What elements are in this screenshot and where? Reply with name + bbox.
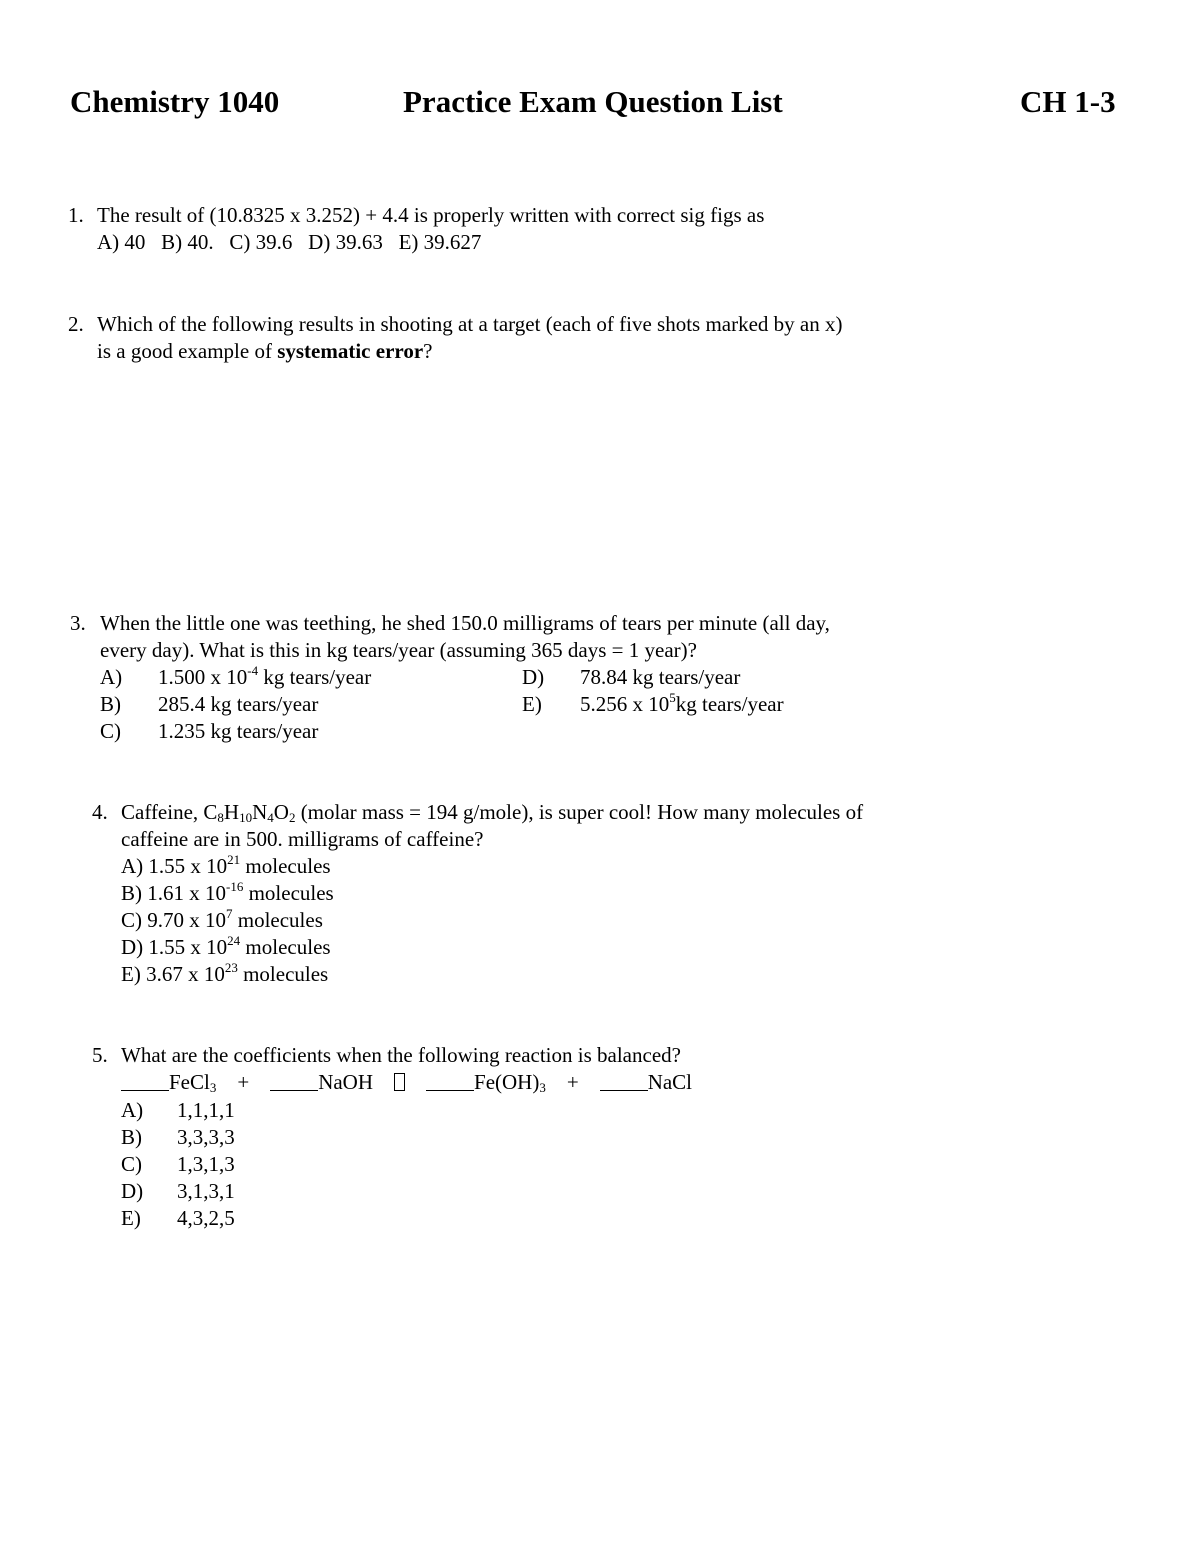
- choice-label: B): [121, 1125, 142, 1149]
- text-segment: (molar mass = 194 g/mole), is super cool! How many molecules of: [295, 800, 864, 824]
- choice-label: C): [100, 719, 121, 743]
- plus-sign: +: [237, 1070, 250, 1094]
- exponent: -4: [247, 663, 259, 678]
- choice-c: 1,3,1,3: [177, 1152, 235, 1176]
- chapter-range: CH 1-3: [1020, 84, 1116, 119]
- choice-b: 3,3,3,3: [177, 1125, 235, 1149]
- exponent: 23: [224, 960, 238, 975]
- product-formula: Fe(OH): [474, 1070, 540, 1094]
- choice-text: kg tears/year: [675, 692, 784, 716]
- choice-d: 3,1,3,1: [177, 1179, 235, 1203]
- page-title: Practice Exam Question List: [403, 84, 783, 119]
- exponent: 24: [227, 933, 241, 948]
- question-number: 1.: [68, 203, 84, 227]
- choice-b: 285.4 kg tears/year: [158, 692, 319, 716]
- answer-choices: A) 40 B) 40. C) 39.6 D) 39.63 E) 39.627: [97, 230, 482, 254]
- choice-text: molecules: [232, 908, 323, 932]
- choice-label: B): [100, 692, 121, 716]
- choice-e: 4,3,2,5: [177, 1206, 235, 1230]
- choice-e: [580, 691, 784, 718]
- choice-label: E): [522, 692, 542, 716]
- choice-label: E): [121, 1206, 141, 1230]
- choice-label: D): [121, 1179, 144, 1203]
- subscript: 8: [217, 810, 224, 825]
- choice-text: 5.256 x 10: [580, 692, 670, 716]
- reactant-formula: NaOH: [318, 1070, 374, 1094]
- question-number: 3.: [70, 611, 86, 635]
- course-title: Chemistry 1040: [70, 84, 280, 119]
- exponent: 7: [226, 906, 233, 921]
- choice-label: C): [121, 1152, 142, 1176]
- product-formula: NaCl: [647, 1070, 693, 1094]
- subscript: 3: [539, 1080, 546, 1095]
- choice-label: A): [100, 665, 123, 689]
- choice-label: D): [522, 665, 545, 689]
- choice-text: 1.500 x 10: [158, 665, 248, 689]
- choice-label: A): [121, 1098, 144, 1122]
- text-segment: N: [252, 800, 268, 824]
- reaction-arrow-icon: [394, 1073, 405, 1091]
- choice-c: 1.235 kg tears/year: [158, 719, 319, 743]
- reaction-equation: [121, 1069, 692, 1096]
- choice-a: [121, 853, 331, 880]
- choice-text: B) 1.61 x 10: [121, 881, 226, 905]
- subscript: 2: [288, 810, 296, 825]
- choice-text: A) 1.55 x 10: [121, 854, 228, 878]
- text-segment: is a good example of: [97, 339, 278, 363]
- choice-text: molecules: [240, 935, 331, 959]
- question-number: 4.: [92, 800, 108, 824]
- exponent: 21: [227, 852, 241, 867]
- question-number: 5.: [92, 1043, 108, 1067]
- plus-sign: +: [566, 1070, 579, 1094]
- choice-text: D) 1.55 x 10: [121, 935, 228, 959]
- question-text-line-2: every day). What is this in kg tears/year (assuming 365 days = 1 year)?: [100, 638, 697, 662]
- question-text-line-2: caffeine are in 500. milligrams of caffeine?: [121, 827, 484, 851]
- question-text: [121, 799, 863, 826]
- coefficient-blank: [270, 1072, 318, 1091]
- question-text: What are the coefficients when the following reaction is balanced?: [121, 1043, 681, 1067]
- question-text: When the little one was teething, he shed 150.0 milligrams of tears per minute (all day,: [100, 611, 830, 635]
- question-text-line-2: [97, 338, 433, 365]
- text-segment: H: [223, 800, 240, 824]
- exponent: -16: [226, 879, 244, 894]
- choice-text: molecules: [240, 854, 331, 878]
- choice-b: [121, 880, 334, 907]
- choice-a: 1,1,1,1: [177, 1098, 235, 1122]
- reactant-formula: FeCl: [169, 1070, 210, 1094]
- exponent: 5: [669, 690, 676, 705]
- coefficient-blank: [426, 1072, 474, 1091]
- text-segment: Caffeine, C: [121, 800, 218, 824]
- coefficient-blank: [600, 1072, 648, 1091]
- choice-a: [158, 664, 371, 691]
- choice-d: 78.84 kg tears/year: [580, 665, 741, 689]
- question-text: Which of the following results in shooting at a target (each of five shots marked by an x): [97, 312, 843, 336]
- choice-d: [121, 934, 331, 961]
- choice-text: kg tears/year: [258, 665, 372, 689]
- choice-text: molecules: [243, 881, 334, 905]
- choice-text: E) 3.67 x 10: [121, 962, 225, 986]
- question-number: 2.: [68, 312, 84, 336]
- text-segment: ?: [423, 339, 433, 363]
- question-text: The result of (10.8325 x 3.252) + 4.4 is properly written with correct sig figs as: [97, 203, 765, 227]
- emphasis-term: systematic error: [277, 339, 424, 363]
- choice-text: C) 9.70 x 10: [121, 908, 226, 932]
- choice-text: molecules: [237, 962, 329, 986]
- subscript: 3: [209, 1080, 217, 1095]
- subscript: 4: [267, 810, 274, 825]
- subscript: 10: [239, 810, 253, 825]
- coefficient-blank: [121, 1072, 169, 1091]
- choice-e: [121, 961, 328, 988]
- text-segment: O: [273, 800, 289, 824]
- choice-c: [121, 907, 323, 934]
